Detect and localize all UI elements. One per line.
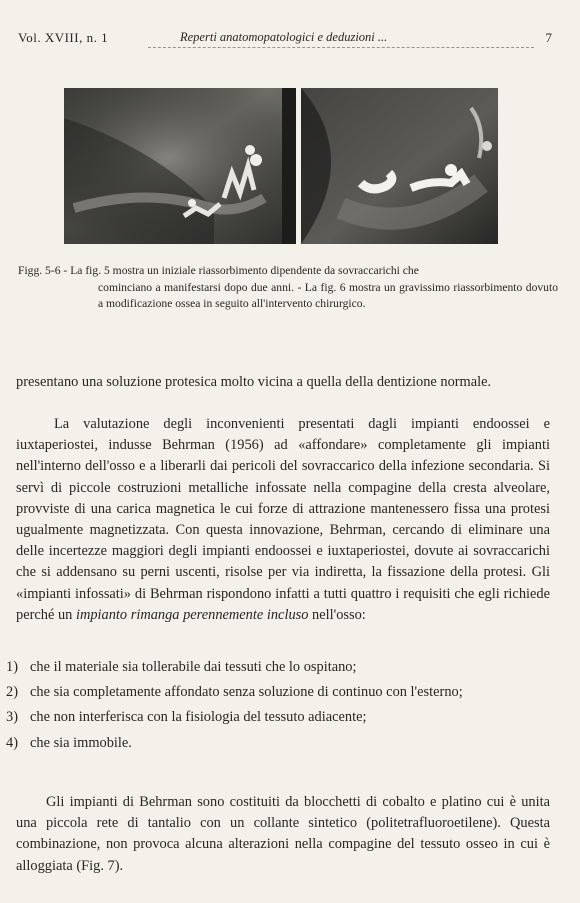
page-number: 7 — [542, 30, 553, 46]
xray-image-fig6 — [301, 88, 498, 244]
running-title: Reperti anatomopatologici e deduzioni ... — [176, 30, 391, 45]
list-item-text: che non interferisca con la fisiologia del tessuto adiacente; — [30, 709, 367, 726]
list-item — [6, 733, 550, 754]
paragraph-continuation: presentano una soluzione protesica molto vicina a quella della dentizione normale. — [16, 374, 492, 390]
caption-continuation: cominciano a manifestarsi dopo due anni. - La fig. 6 mostra un gravissimo riassorbimento dovuto a modificazione ossea in seguito all'intervento chirurgico. — [98, 280, 558, 310]
list-item-number: 1) — [6, 659, 18, 675]
list-item-number: 2) — [6, 684, 18, 701]
list-item — [6, 682, 550, 703]
list-item — [6, 657, 550, 678]
list-item-text: che sia completamente affondato senza soluzione di continuo con l'esterno; — [30, 684, 463, 701]
list-item-text: che il materiale sia tollerabile dai tessuti che lo ospitano; — [30, 659, 357, 675]
paragraph-behrman-end: nell'osso: — [312, 606, 366, 623]
page-header — [18, 30, 552, 52]
paragraph-behrman-text: La valutazione degli inconvenienti presentati dagli impianti endoossei e iuxtaperiostei, indusse Behrman (1956) ad «affondare» completamente gli impianti nell'interno dell'osso e a liberarli dai pericoli del sovraccarico della infezione secondaria. Si servì di piccole costruzioni metalliche infossate nella compagine della cresta alveolare, provviste di una carica magnetica le cui forze di attrazione mantenessero fissa una protesi ugualmente magnetizzata. Con questa innovazione, Behrman, cercando di eliminare una delle incertezze maggiori degli impianti endoossei e iuxtaperiostei, dovute ai sovraccarichi che si addensano su perni uscenti, risolse per via indiretta, la fissazione della protesi. Gli «impianti infossati» di Behrman rispondono infatti a tutti quattro i requisiti che egli richiede perché un — [16, 416, 550, 623]
xray-figure-group — [64, 88, 498, 244]
list-item-number: 4) — [6, 734, 18, 751]
list-item-number: 3) — [6, 709, 18, 726]
list-item — [6, 707, 550, 728]
paragraph-implant-composition: Gli impianti di Behrman sono costituiti da blocchetti di cobalto e platino cui è unita una piccola rete di tantalio con un collante sintetico (politetrafluoroetilene). Questa combinazione, non provoca alcuna alterazioni nella compagine del tessuto osseo in cui è alloggiata (Fig. 7). — [16, 794, 550, 874]
caption-line-1: La fig. 5 mostra un iniziale riassorbimento dipendente da sovraccarichi che — [70, 264, 419, 277]
paragraph-behrman — [16, 414, 550, 626]
figure-caption — [18, 263, 558, 313]
italic-phrase: impianto rimanga perennemente incluso — [75, 606, 309, 623]
requirements-list — [6, 657, 550, 758]
caption-label: Figg. 5-6 - — [18, 264, 68, 277]
xray-image-fig5 — [64, 88, 296, 244]
header-rule — [148, 47, 534, 48]
list-item-text: che sia immobile. — [30, 734, 132, 751]
volume-label: Vol. XVIII, n. 1 — [18, 30, 109, 45]
